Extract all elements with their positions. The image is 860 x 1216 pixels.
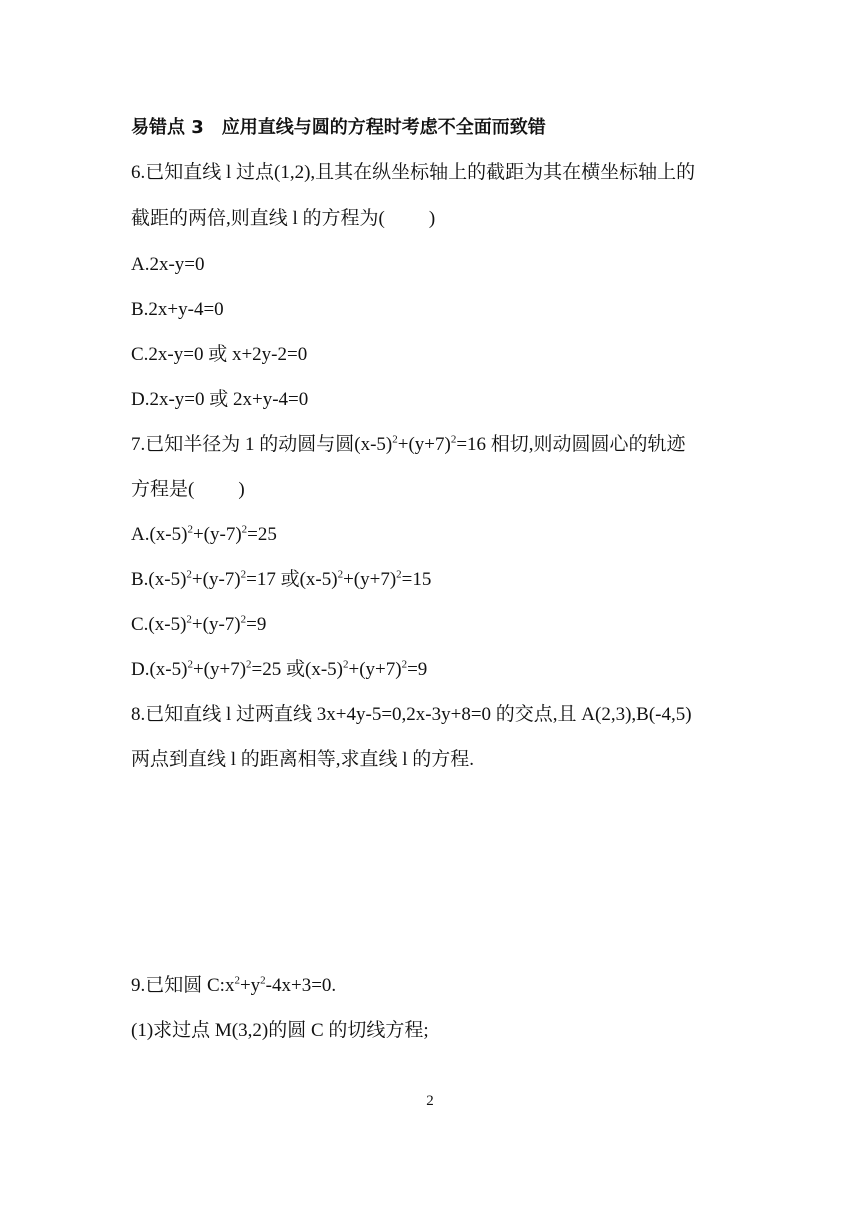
option-text: =25	[247, 524, 277, 545]
option-text: +(y+7)	[192, 659, 247, 680]
superscript: 2	[187, 658, 193, 671]
q9-text: 9.已知圆 C:x	[131, 975, 235, 996]
section-label: 易错点 3	[131, 117, 204, 138]
superscript: 2	[246, 658, 252, 671]
option-text: +(y-7)	[192, 524, 242, 545]
q6-stem-text: 截距的两倍,则直线 l 的方程为(	[131, 208, 385, 229]
q9-part1: (1)求过点 M(3,2)的圆 C 的切线方程;	[131, 1020, 429, 1041]
superscript: 2	[392, 433, 398, 446]
section-heading	[131, 116, 546, 140]
superscript: 2	[240, 568, 247, 581]
q6-option-b: B.2x+y-4=0	[131, 299, 224, 320]
superscript: 2	[343, 658, 349, 671]
option-text: +(y-7)	[191, 614, 241, 635]
q7-text: =16 相切,则动圆圆心的轨迹	[456, 434, 686, 455]
superscript: 2	[260, 974, 266, 987]
option-text: B.(x-5)	[131, 569, 187, 590]
q6-option-a: A.2x-y=0	[131, 254, 205, 275]
superscript: 2	[450, 433, 457, 446]
option-text: +(y+7)	[343, 569, 397, 590]
superscript: 2	[234, 974, 240, 987]
q6-stem-line2	[131, 207, 435, 231]
page-number: 2	[426, 1093, 434, 1109]
superscript: 2	[186, 568, 192, 581]
option-text: C.(x-5)	[131, 614, 187, 635]
q6-stem-close: )	[428, 208, 436, 229]
superscript: 2	[241, 523, 248, 536]
option-text: +(y+7)	[348, 659, 402, 680]
superscript: 2	[401, 658, 408, 671]
q8-stem-line1: 8.已知直线 l 过两直线 3x+4y-5=0,2x-3y+8=0 的交点,且 A(2,3),B(-4,5)	[131, 704, 692, 725]
q7-stem-close: )	[238, 479, 245, 500]
q7-text: 7.已知半径为 1 的动圆与圆(x-5)	[131, 434, 393, 455]
option-text: =17 或(x-5)	[246, 569, 338, 590]
q7-option-d	[131, 658, 427, 682]
superscript: 2	[240, 613, 247, 626]
q9-stem	[131, 974, 336, 998]
option-text: A.(x-5)	[131, 524, 188, 545]
option-text: =9	[246, 614, 267, 635]
superscript: 2	[187, 523, 193, 536]
q7-option-c	[131, 613, 266, 637]
option-text: D.(x-5)	[131, 659, 188, 680]
q7-stem-text: 方程是(	[131, 479, 195, 500]
q7-stem-line2	[131, 478, 245, 502]
option-text: =15	[401, 569, 432, 590]
q6-stem-line1: 6.已知直线 l 过点(1,2),且其在纵坐标轴上的截距为其在横坐标轴上的	[131, 162, 696, 183]
q6-option-c: C.2x-y=0 或 x+2y-2=0	[131, 344, 308, 365]
option-text: =25 或(x-5)	[251, 659, 343, 680]
superscript: 2	[186, 613, 192, 626]
q6-option-d: D.2x-y=0 或 2x+y-4=0	[131, 389, 309, 410]
superscript: 2	[396, 568, 402, 581]
option-text: =9	[407, 659, 428, 680]
superscript: 2	[337, 568, 344, 581]
q8-stem-line2: 两点到直线 l 的距离相等,求直线 l 的方程.	[131, 749, 475, 770]
q9-text: +y	[239, 975, 261, 996]
q7-option-b	[131, 568, 431, 592]
option-text: +(y-7)	[191, 569, 241, 590]
q9-text: -4x+3=0.	[265, 975, 337, 996]
q7-option-a	[131, 523, 277, 547]
q7-text: +(y+7)	[397, 434, 451, 455]
q7-stem-line1	[131, 433, 686, 457]
section-title: 应用直线与圆的方程时考虑不全面而致错	[221, 117, 546, 138]
